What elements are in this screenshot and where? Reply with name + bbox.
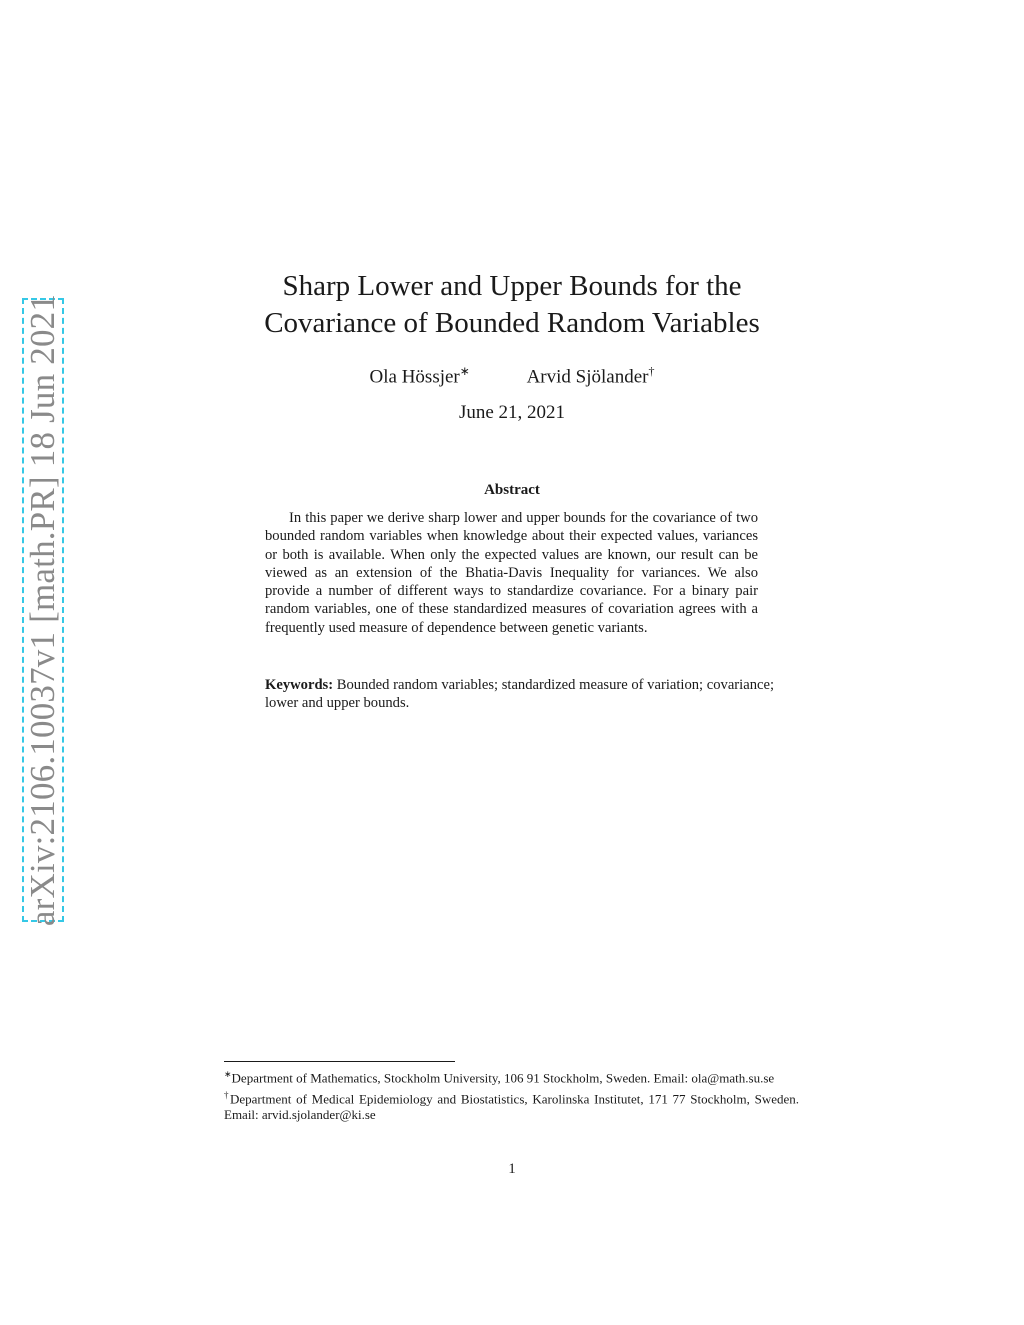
author-1-mark: ∗: [459, 364, 470, 378]
footnote-2: [224, 1087, 799, 1124]
author-1-name: Ola Hössjer: [369, 366, 460, 388]
footnote-2-text: Department of Medical Epidemiology and Biostatistics, Karolinska Institutet, 171 77 Stockholm, Sweden. Email: arvid.sjolander@ki.se: [224, 1090, 799, 1123]
author-2-name: Arvid Sjölander: [526, 366, 649, 388]
title-line-1: Sharp Lower and Upper Bounds for the: [282, 270, 742, 302]
author-2: [527, 364, 655, 388]
arxiv-stamp: [22, 293, 64, 927]
author-1: [370, 364, 470, 388]
keywords: [265, 676, 775, 713]
abstract-heading: Abstract: [484, 482, 540, 498]
footnote-1-text: Department of Mathematics, Stockholm University, 106 91 Stockholm, Sweden. Email: ola@math.su.se: [231, 1070, 775, 1086]
keywords-text: Bounded random variables; standardized measure of variation; covariance; lower and upper bounds.: [265, 677, 775, 712]
footnote-1-mark: ∗: [224, 1069, 232, 1079]
footnotes: [224, 1066, 799, 1123]
footnote-divider: [224, 1061, 455, 1062]
arxiv-stamp-text: arXiv:2106.10037v1 [math.PR] 18 Jun 2021: [23, 293, 62, 927]
paper-date: June 21, 2021: [458, 402, 566, 423]
author-2-mark: †: [648, 364, 655, 378]
abstract-body: In this paper we derive sharp lower and upper bounds for the covariance of two bounded random variables when knowledge about their expected values, variances or both is available. When only the expected values are known, our result can be viewed as an extension of the Bhatia-Davis Inequality for variances. We also provide a number of different ways to standardize covariance. For a binary pair random variables, one of these standardized measures of covariation agrees with a frequently used measure of dependence between genetic variants.: [265, 510, 758, 636]
footnote-1: [224, 1066, 799, 1087]
author-list: [0, 364, 1024, 388]
page-number: 1: [508, 1161, 516, 1177]
footnote-2-mark: †: [224, 1089, 230, 1100]
keywords-label: Keywords:: [265, 677, 334, 693]
title-line-2: Covariance of Bounded Random Variables: [264, 307, 760, 339]
paper-title: [0, 268, 1024, 342]
